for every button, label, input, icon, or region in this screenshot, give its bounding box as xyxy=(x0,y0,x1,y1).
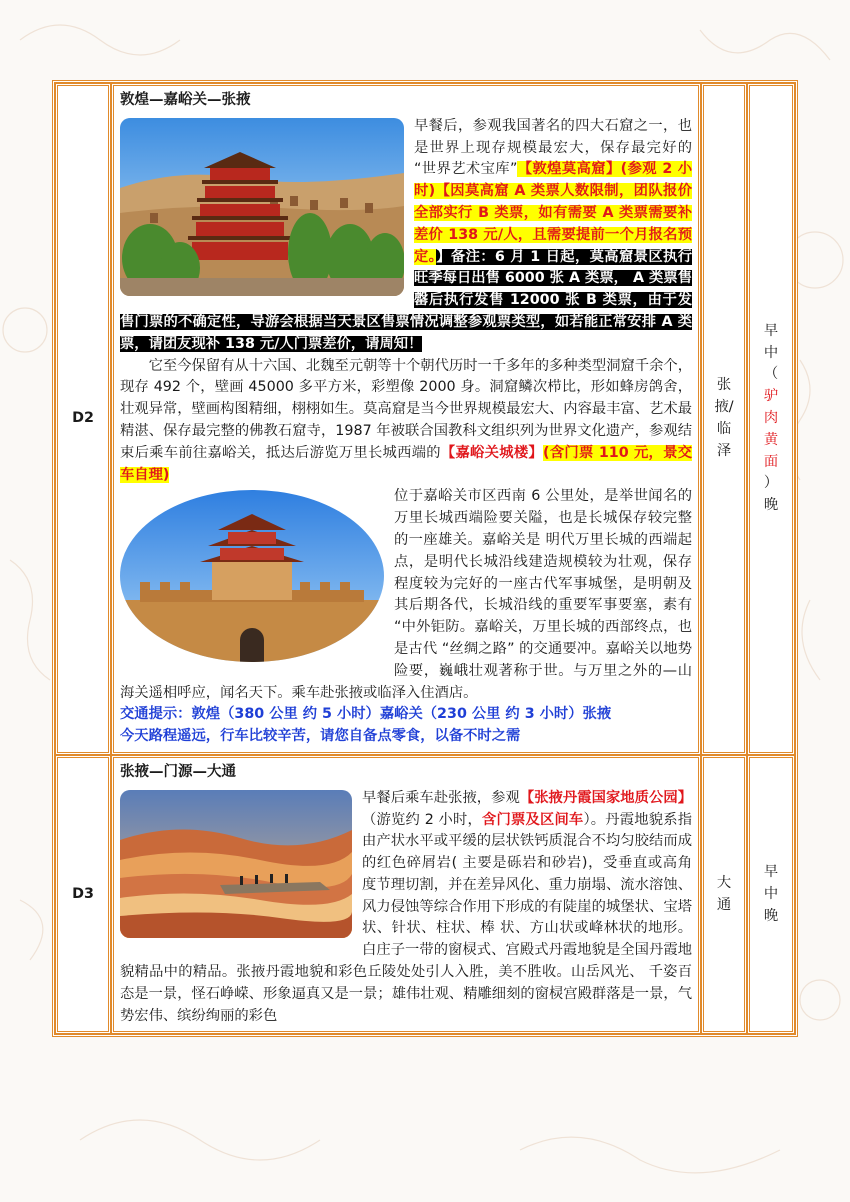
meal-text: 早 xyxy=(763,863,779,880)
meal-text: ） xyxy=(763,475,779,492)
danxia-photo xyxy=(120,790,352,938)
danxia-highlight: 【张掖丹霞国家地质公园】 xyxy=(519,789,693,806)
jiayuguan-text: 位于嘉峪关市区西南 6 公里处，是举世闻名的万里长城西端险要关隘，也是长城保存较完整的一座雄关。嘉峪关是 明代万里长城的西端起点，是明代长城沿线建造规模较为壮观，保存程度较为完好的一座古代军事城堡，是明朝及其后期各代，长城沿线的重要军事要塞，素有 “中外钜防。嘉峪关，万里长城的西部终点，也是古代 “丝绸之路” 的交通要冲。嘉峪关以地势险要，巍峨壮观著称于世。与万里之外的—山海关遥相呼应，闻名天下。乘车赴张掖或临泽入住酒店。 xyxy=(120,488,692,701)
stay-text: 通 xyxy=(716,896,732,913)
day-row-d2 xyxy=(55,83,795,755)
jiayuguan-photo xyxy=(120,490,384,662)
stay-text: 掖/ xyxy=(714,399,734,416)
mogao-detail-text: 它至今保留有从十六国、北魏至元朝等十个朝代历时一千多年的多种类型洞窟千余个，现存 492 个，壁画 45000 多平方米，彩塑像 2000 身。洞窟鳞次栉比，形如蜂房鸽舍，壮观异常，壁画构图精细，栩栩如生。莫高窟是当今世界规模最宏大、内容最丰富、艺术最精湛、保存最完整的佛教石窟寺，1987 年被联合国教科文组织列为世界文化遗产，参观结束后乘车前往嘉峪关，抵达后游览万里长城西端的 xyxy=(120,357,692,461)
transport-tip: 交通提示：敦煌（380 公里 约 5 小时）嘉峪关（230 公里 约 3 小时）张掖 xyxy=(120,706,612,723)
danxia-duration: （游览约 2 小时， xyxy=(362,811,482,828)
day-description xyxy=(111,83,701,755)
meal-text: 面 xyxy=(763,453,779,470)
meal-text: 晚 xyxy=(763,497,779,514)
meals-cell xyxy=(747,755,795,1035)
mogao-highlight: 【敦煌莫高窟】(参观 2 小时) xyxy=(414,161,692,200)
danxia-intro: 早餐后乘车赴张掖，参观 xyxy=(362,789,520,806)
jiayuguan-highlight: 【嘉峪关城楼】 xyxy=(440,444,543,461)
mogao-intro-text: 早餐后，参观我国著名的四大石窟之一，也是世界上现存规模最宏大，保存最完好的 “世界艺术宝库” xyxy=(414,117,692,178)
day-description xyxy=(111,755,701,1035)
meal-text: 中 xyxy=(763,885,779,902)
stay-text: 大 xyxy=(716,874,732,891)
accommodation-cell xyxy=(701,83,747,755)
meal-text: 晚 xyxy=(763,907,779,924)
travel-notice: 今天路程遥远，行车比较辛苦，请您自备点零食，以备不时之需 xyxy=(120,728,521,745)
accommodation-cell xyxy=(701,755,747,1035)
mogao-detail-paragraph xyxy=(120,356,692,487)
meal-text: 中 xyxy=(763,344,779,361)
jiayuguan-ticket: (含门票 110 元，景交车自理) xyxy=(120,444,693,483)
route-title: 张掖—门源—大通 xyxy=(120,763,236,780)
danxia-text: ）。丹霞地貌系指由产状水平或平缓的层状铁钙质混合不均匀胶结而成的红色碎屑岩( 主要是砾岩和砂岩)，受垂直或高角度节理切割，并在差异风化、重力崩塌、流水溶蚀、风力侵蚀等综合作用下形成的有陡崖的城堡状、宝塔状、针状、柱状、棒 状、方山状或峰林状的地形。白庄子一带的窗棂式、宫殿式丹霞地貌是全国丹霞地貌精品中的精品。张掖丹霞地貌和彩色丘陵处处引人入胜，美不胜收。山岳风光、 千姿百态是一景，怪石峥嵘、形象逼真又是一景；雄伟壮观、精雕细刻的窗棂宫殿群落是一景，气势宏伟、缤纷绚丽的彩色 xyxy=(120,811,693,1024)
meal-text: 肉 xyxy=(763,410,779,427)
ticket-notice: 【因莫高窟 A 类票人数限制，团队报价全部实行 B 类票，如有需要 A 类票需要补差价 138 元/人，且需要提前一个月报名预定。 xyxy=(414,183,692,265)
meal-text: （ xyxy=(763,366,779,383)
meal-text: 驴 xyxy=(763,388,779,405)
day-label: D3 xyxy=(55,755,111,1035)
meal-text: 黄 xyxy=(763,431,779,448)
mogao-grottoes-photo xyxy=(120,118,404,296)
route-title: 敦煌—嘉峪关—张掖 xyxy=(120,92,251,108)
stay-text: 临 xyxy=(716,420,732,437)
stay-text: 泽 xyxy=(716,442,732,459)
ticket-remark: 】备注：6 月 1 日起，莫高窟景区执行旺季每日出售 6000 张 A 类票， A 类票售罄后执行发售 12000 张 B 类票，由于发售门票的不确定性，导游会根据当天景区售票情况调整参观票类型，如若能正常安排 A 类票，请团友现补 138 元/人门票差价，请周知！ xyxy=(120,248,692,352)
itinerary-table xyxy=(52,80,798,1037)
danxia-ticket: 含门票及区间车 xyxy=(482,811,584,828)
day-label: D2 xyxy=(55,83,111,755)
day-row-d3 xyxy=(55,755,795,1035)
meal-text: 早 xyxy=(763,322,779,339)
meals-cell xyxy=(747,83,795,755)
stay-text: 张 xyxy=(716,377,732,394)
